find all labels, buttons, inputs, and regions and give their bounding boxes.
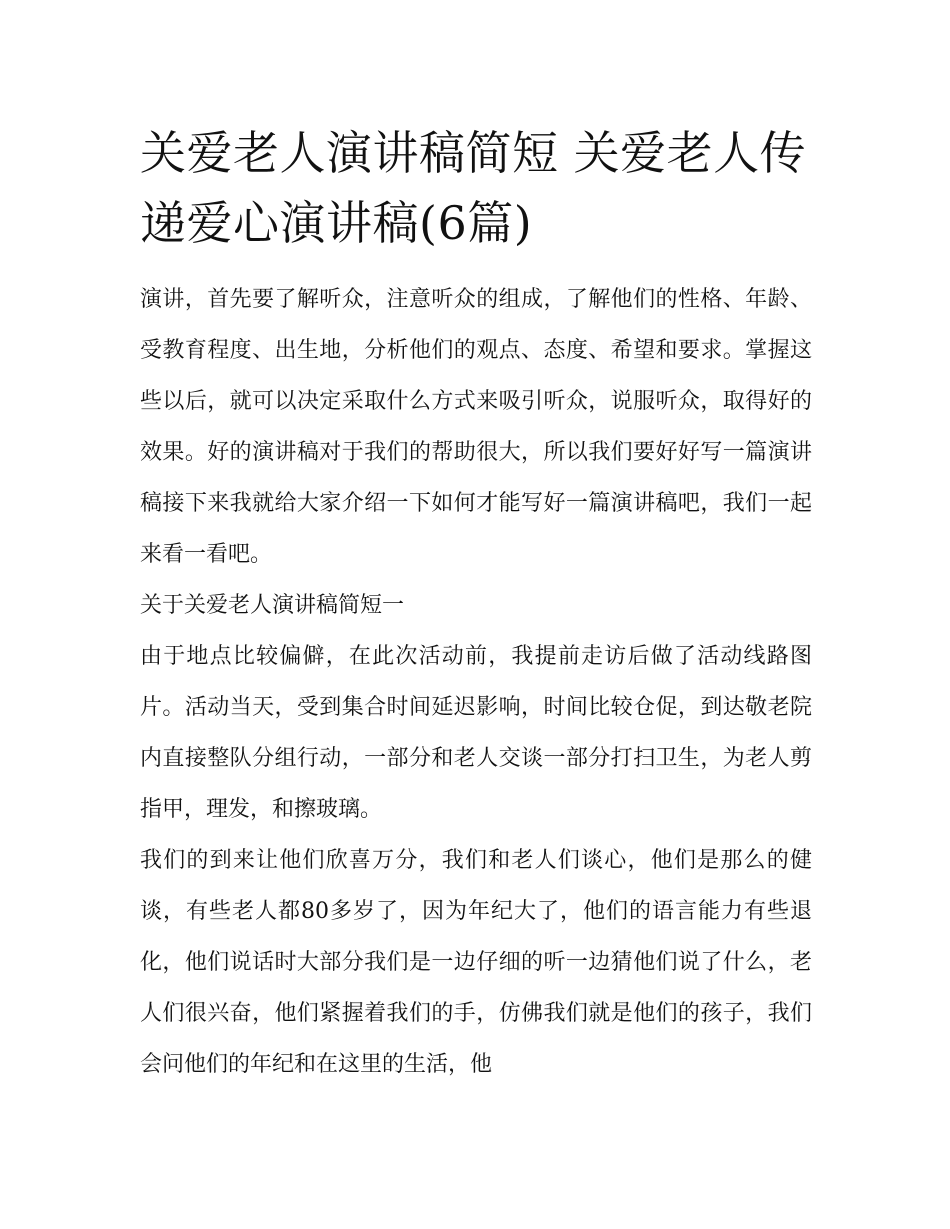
- body-paragraph: 由于地点比较偏僻，在此次活动前，我提前走访后做了活动线路图片。活动当天，受到集合时间延迟影响，时间比较仓促，到达敬老院内直接整队分组行动，一部分和老人交谈一部分打扫卫生，为老人剪指甲，理发，和擦玻璃。: [140, 644, 812, 822]
- intro-paragraph: 演讲，首先要了解听众，注意听众的组成，了解他们的性格、年龄、受教育程度、出生地，分析他们的观点、态度、希望和要求。掌握这些以后，就可以决定采取什么方式来吸引听众，说服听众，取得好的效果。好的演讲稿对于我们的帮助很大，所以我们要好好写一篇演讲稿接下来我就给大家介绍一下如何才能写好一篇演讲稿吧，我们一起来看一看吧。: [140, 287, 812, 567]
- document-content: [140, 118, 812, 1090]
- section-heading: 关于关爱老人演讲稿简短一: [140, 593, 405, 618]
- document-title: 关爱老人演讲稿简短 关爱老人传递爱心演讲稿(6篇): [140, 126, 807, 250]
- body-paragraph: 我们的到来让他们欣喜万分，我们和老人们谈心，他们是那么的健谈，有些老人都80多岁了，因为年纪大了，他们的语言能力有些退化，他们说话时大部分我们是一边仔细的听一边猜他们说了什么，老人们很兴奋，他们紧握着我们的手，仿佛我们就是他们的孩子，我们会问他们的年纪和在这里的生活，他: [140, 848, 812, 1077]
